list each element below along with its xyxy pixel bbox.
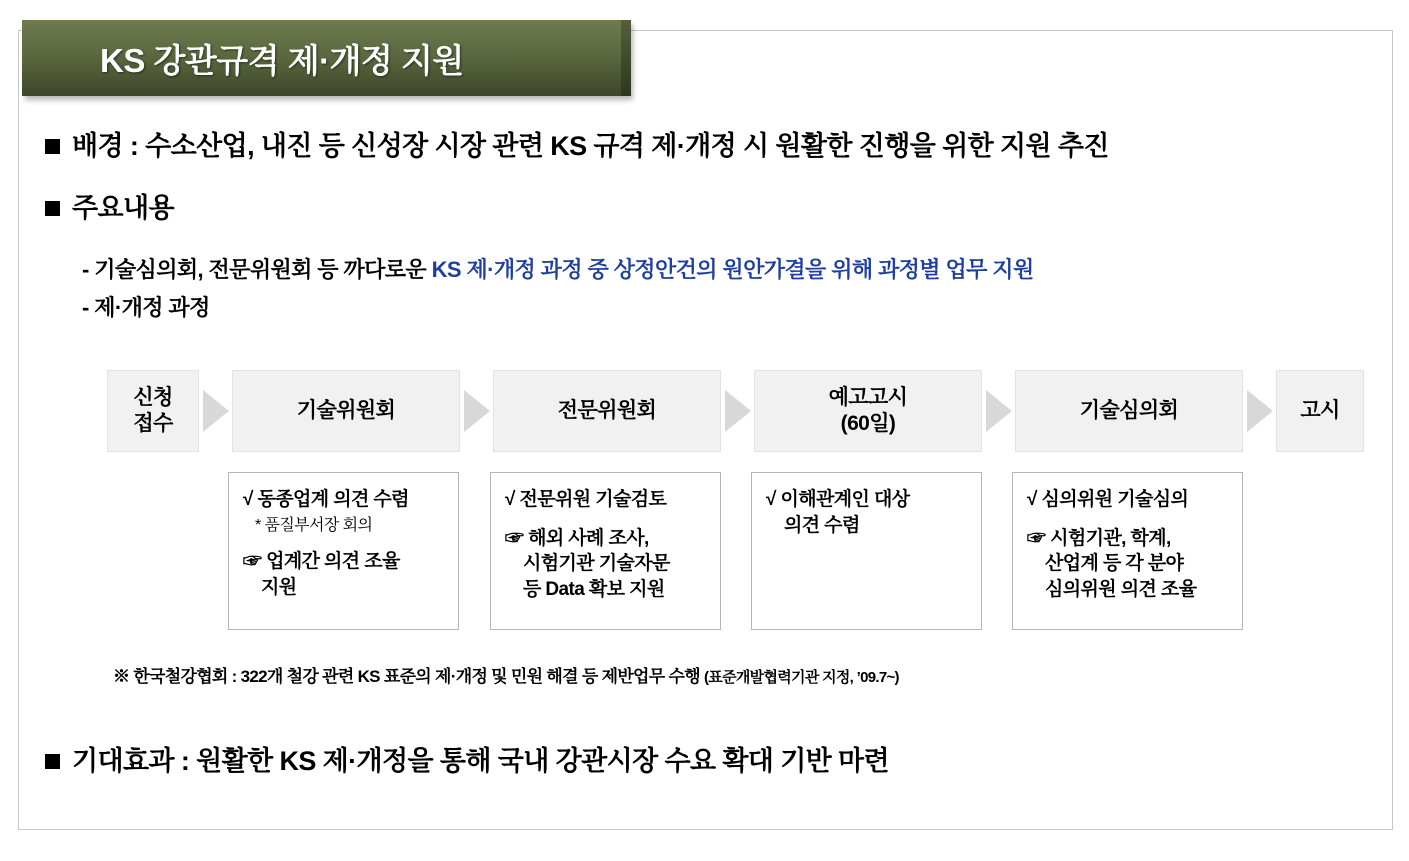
detail-4-point-cont2: 심의위원 의견 조율 bbox=[1045, 578, 1197, 600]
main-dash-item-2: - 제·개정 과정 bbox=[82, 295, 210, 320]
detail-1-check: √ 동종업계 의견 수렴 bbox=[243, 489, 409, 510]
main-bullet bbox=[45, 192, 174, 226]
detail-4-point-cont: 산업계 등 각 분야 bbox=[1045, 553, 1184, 575]
flow-arrow-1-icon bbox=[203, 390, 229, 432]
detail-4-point: ☞ 시험기관, 학계, bbox=[1027, 527, 1171, 549]
flow-step-4-label: 예고고시 (60일) bbox=[828, 385, 908, 435]
detail-3-check-cont: 의견 수렴 bbox=[784, 514, 860, 536]
detail-2-check: √ 전문위원 기술검토 bbox=[505, 489, 667, 510]
flow-step-5 bbox=[1015, 370, 1243, 452]
dash-1-highlight: KS 제·개정 과정 중 상정안건의 원안가결을 위해 과정별 업무 지원 bbox=[431, 257, 1034, 282]
flow-step-5-label: 기술심의회 bbox=[1079, 398, 1179, 422]
footnote-main: ※ 한국철강협회 : 322개 철강 관련 KS 표준의 제·개정 및 민원 해결 등 제반업무 수행 bbox=[113, 667, 704, 686]
page-title: KS 강관규격 제·개정 지원 bbox=[100, 41, 464, 79]
detail-box-2 bbox=[490, 472, 721, 630]
flow-arrow-3-icon bbox=[725, 390, 751, 432]
detail-box-3 bbox=[751, 472, 982, 630]
dash-1-prefix: - 기술심의회, 전문위원회 등 까다로운 bbox=[82, 257, 432, 282]
main-heading-text: 주요내용 bbox=[72, 193, 174, 223]
effect-text: 기대효과 : 원활한 KS 제·개정을 통해 국내 강관시장 수요 확대 기반 마련 bbox=[72, 746, 890, 776]
flow-step-1 bbox=[107, 370, 199, 452]
footnote-small: (표준개발협력기관 지정, ’09.7~) bbox=[704, 669, 899, 686]
flow-step-2-label: 기술위원회 bbox=[296, 398, 396, 422]
flow-step-1-label: 신청 접수 bbox=[133, 385, 173, 435]
detail-3-check: √ 이해관계인 대상 bbox=[766, 489, 910, 510]
process-flow bbox=[107, 370, 1367, 452]
square-bullet-icon bbox=[45, 754, 60, 769]
flow-step-6-label: 고시 bbox=[1300, 398, 1340, 422]
flow-step-2 bbox=[232, 370, 460, 452]
square-bullet-icon bbox=[45, 201, 60, 216]
footnote bbox=[113, 662, 899, 687]
detail-box-1 bbox=[228, 472, 459, 630]
detail-1-point: ☞ 업계간 의견 조율 bbox=[243, 551, 400, 573]
flow-arrow-2-icon bbox=[464, 390, 490, 432]
square-bullet-icon bbox=[45, 139, 60, 154]
detail-4-check: √ 심의위원 기술심의 bbox=[1027, 489, 1189, 510]
flow-step-3-label: 전문위원회 bbox=[557, 398, 657, 422]
main-dash-item-1 bbox=[82, 255, 1034, 285]
title-banner bbox=[22, 20, 630, 96]
detail-2-point-cont: 시험기관 기술자문 bbox=[523, 553, 670, 575]
flow-step-3 bbox=[493, 370, 721, 452]
flow-step-4 bbox=[754, 370, 982, 452]
detail-2-point-cont2: 등 Data 확보 지원 bbox=[523, 578, 665, 600]
background-bullet bbox=[45, 130, 1109, 164]
flow-arrow-5-icon bbox=[1247, 390, 1273, 432]
background-text: 배경 : 수소산업, 내진 등 신성장 시장 관련 KS 규격 제·개정 시 원활한 진행을 위한 지원 추진 bbox=[72, 131, 1109, 161]
detail-box-4 bbox=[1012, 472, 1243, 630]
detail-1-sub: * 품질부서장 회의 bbox=[255, 516, 373, 534]
flow-step-6 bbox=[1276, 370, 1364, 452]
flow-arrow-4-icon bbox=[986, 390, 1012, 432]
detail-1-point-cont: 지원 bbox=[261, 576, 297, 598]
detail-2-point: ☞ 해외 사례 조사, bbox=[505, 527, 649, 549]
effect-bullet bbox=[45, 745, 889, 779]
